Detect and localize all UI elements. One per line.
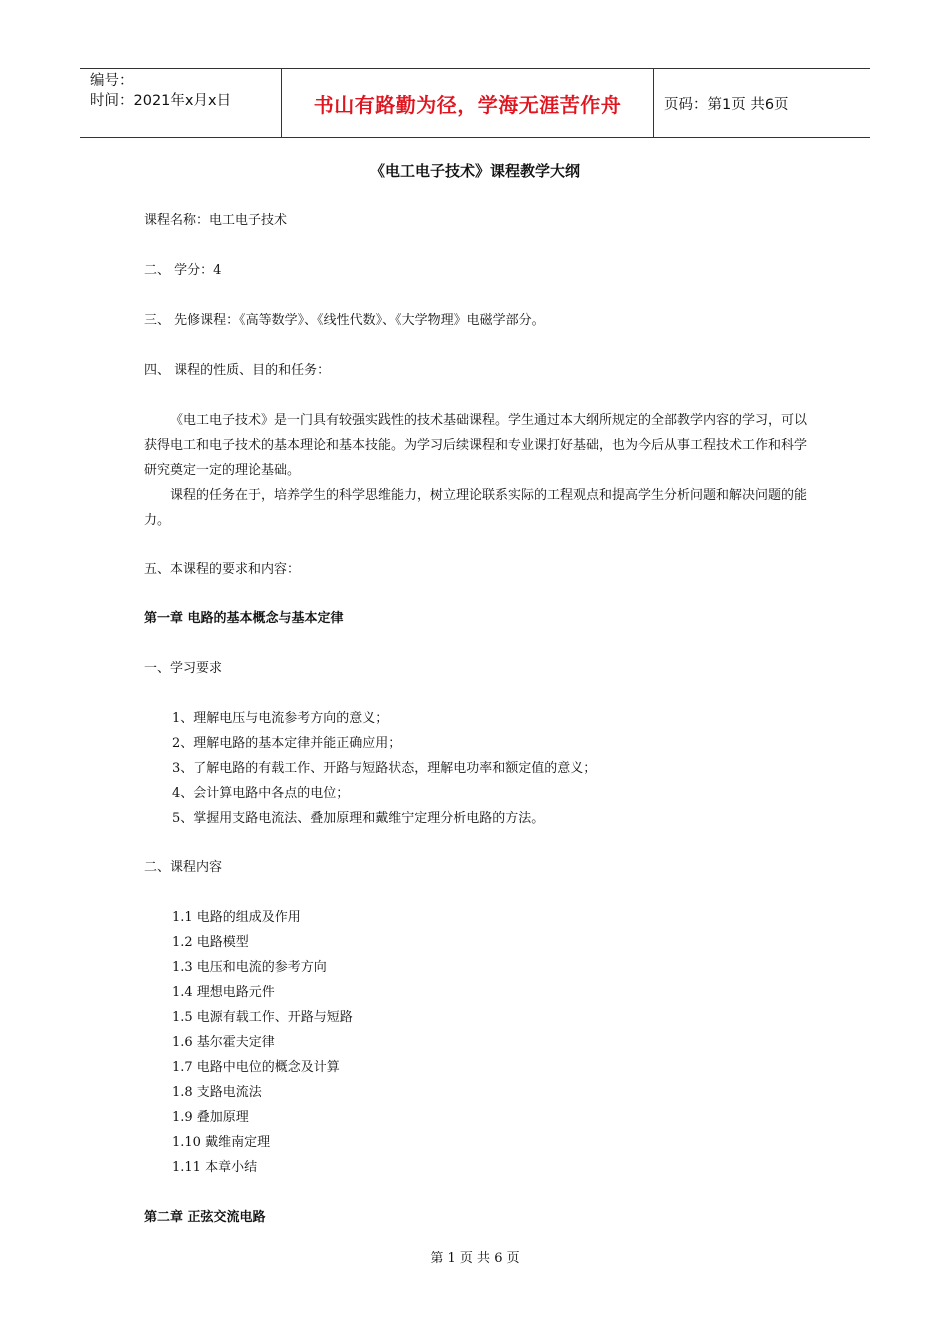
- requirement-item: 5、掌握用支路电流法、叠加原理和戴维宁定理分析电路的方法。: [172, 811, 545, 826]
- section5-heading: 五、本课程的要求和内容：: [144, 562, 301, 577]
- chapter1-title: 第一章 电路的基本概念与基本定律: [144, 611, 344, 626]
- content-item: 1.11 本章小结: [172, 1160, 258, 1175]
- content-item: 1.4 理想电路元件: [172, 985, 275, 1000]
- content-item: 1.1 电路的组成及作用: [172, 910, 301, 925]
- chapter2-title: 第二章 正弦交流电路: [144, 1210, 266, 1225]
- course-content-heading: 二、课程内容: [144, 860, 223, 875]
- time-label: 时间：2021年x月x日: [90, 93, 232, 109]
- paragraph-2: 课程的任务在于，培养学生的科学思维能力，树立理论联系实际的工程观点和提高学生分析问题和解决问题的能力。: [144, 488, 808, 528]
- content-item: 1.9 叠加原理: [172, 1110, 249, 1125]
- header-motto: 书山有路勤为径，学海无涯苦作舟: [282, 69, 654, 137]
- requirement-item: 1、理解电压与电流参考方向的意义；: [172, 711, 389, 726]
- paragraph-1: 《电工电子技术》是一门具有较强实践性的技术基础课程。学生通过本大纲所规定的全部教学内容的学习，可以获得电工和电子技术的基本理论和基本技能。为学习后续课程和专业课打好基础，也为今后从事工程技术工作和科学研究奠定一定的理论基础。: [144, 413, 808, 478]
- document-title: 《电工电子技术》课程教学大纲: [369, 162, 580, 180]
- course-name: 课程名称：电工电子技术: [144, 213, 288, 228]
- content-item: 1.2 电路模型: [172, 935, 249, 950]
- content-item: 1.3 电压和电流的参考方向: [172, 960, 327, 975]
- section4-heading: 四、 课程的性质、目的和任务：: [144, 363, 331, 378]
- requirement-item: 3、了解电路的有载工作、开路与短路状态，理解电功率和额定值的意义；: [172, 761, 597, 776]
- content-item: 1.6 基尔霍夫定律: [172, 1035, 275, 1050]
- content-item: 1.7 电路中电位的概念及计算: [172, 1060, 340, 1075]
- requirement-item: 4、会计算电路中各点的电位；: [172, 786, 350, 801]
- header-page-label: 页码：第1页 共6页: [664, 96, 789, 113]
- content-item: 1.10 戴维南定理: [172, 1135, 271, 1150]
- credits: 二、 学分：4: [144, 263, 222, 278]
- page-header: [80, 68, 870, 138]
- content-item: 1.5 电源有载工作、开路与短路: [172, 1010, 353, 1025]
- learning-requirements-heading: 一、学习要求: [144, 661, 223, 676]
- header-meta: [80, 69, 282, 137]
- page-footer: 第 1 页 共 6 页: [430, 1251, 520, 1266]
- number-label: 编号：: [90, 73, 134, 89]
- requirement-item: 2、理解电路的基本定律并能正确应用；: [172, 736, 402, 751]
- content-item: 1.8 支路电流法: [172, 1085, 262, 1100]
- prerequisites: 三、 先修课程：《高等数学》、《线性代数》、《大学物理》电磁学部分。: [144, 313, 545, 328]
